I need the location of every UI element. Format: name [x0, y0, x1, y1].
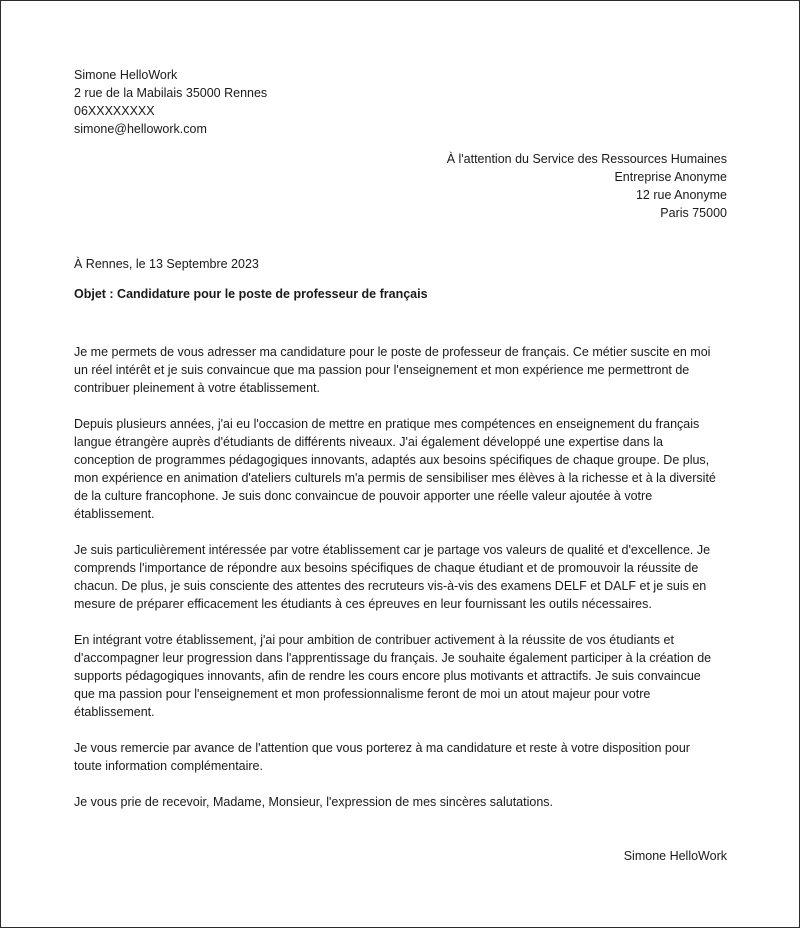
paragraph-motivation — [74, 541, 734, 613]
text-line: langue étrangère auprès d'étudiants de différents niveaux. J'ai également développé une expertise dans la — [74, 435, 663, 449]
text-line: Je vous prie de recevoir, Madame, Monsieur, l'expression de mes sincères salutations. — [74, 795, 554, 809]
recipient-attention: À l'attention du Service des Ressources Humaines — [446, 152, 727, 166]
recipient-street: 12 rue Anonyme — [635, 188, 727, 202]
text-line: de la culture francophone. Je suis donc convaincue de pouvoir apporter une réelle valeur ajoutée à votre — [74, 489, 653, 503]
paragraph-ambition — [74, 631, 734, 721]
text-line: chacun. De plus, je suis consciente des attentes des recruteurs vis-à-vis des examens DELF et DALF et je suis en — [74, 579, 707, 593]
recipient-company: Entreprise Anonyme — [614, 170, 727, 184]
paragraph-thanks — [74, 739, 734, 775]
sender-block — [74, 66, 267, 138]
text-line: supports pédagogiques innovants, afin de rendre les cours encore plus motivants et attractifs. Je suis convaincue — [74, 669, 701, 683]
recipient-city: Paris 75000 — [660, 206, 727, 220]
text-line: contribuer pleinement à votre établissement. — [74, 381, 320, 395]
sender-email: simone@hellowork.com — [74, 122, 207, 136]
subject-line: Objet : Candidature pour le poste de professeur de français — [74, 287, 428, 301]
text-line: toute information complémentaire. — [74, 759, 263, 773]
text-line: En intégrant votre établissement, j'ai pour ambition de contribuer activement à la réussite de vos étudiants et — [74, 633, 674, 647]
text-line: d'accompagner leur progression dans l'apprentissage du français. Je souhaite également participer à la création de — [74, 651, 712, 665]
text-line: mon expérience en animation d'ateliers culturels m'a permis de sensibiliser mes élèves à la richesse et à la diversité — [74, 471, 716, 485]
paragraph-experience — [74, 415, 734, 523]
text-line: comprends l'importance de répondre aux besoins spécifiques de chaque étudiant et de promouvoir la réussite de — [74, 561, 699, 575]
text-line: Depuis plusieurs années, j'ai eu l'occasion de mettre en pratique mes compétences en enseignement du français — [74, 417, 700, 431]
text-line: Je me permets de vous adresser ma candidature pour le poste de professeur de français. Ce métier suscite en moi — [74, 345, 711, 359]
text-line: Je suis particulièrement intéressée par votre établissement car je partage vos valeurs de qualité et d'excellence. Je — [74, 543, 711, 557]
paragraph-intro — [74, 343, 734, 397]
text-line: établissement. — [74, 705, 155, 719]
text-line: mesure de préparer efficacement les étudiants à ces épreuves en leur fournissant les outils nécessaires. — [74, 597, 652, 611]
sender-name: Simone HelloWork — [74, 68, 178, 82]
text-line: un réel intérêt et je suis convaincue que ma passion pour l'enseignement et mon expérience me permettront de — [74, 363, 690, 377]
text-line: établissement. — [74, 507, 155, 521]
signature: Simone HelloWork — [623, 849, 727, 863]
sender-address: 2 rue de la Mabilais 35000 Rennes — [74, 86, 268, 100]
sender-phone: 06XXXXXXXX — [74, 104, 155, 118]
text-line: conception de programmes pédagogiques innovants, adaptés aux besoins spécifiques de chaque groupe. De plus, — [74, 453, 710, 467]
text-line: Je vous remercie par avance de l'attention que vous porterez à ma candidature et reste à votre disposition pour — [74, 741, 690, 755]
letter-body — [74, 343, 734, 829]
date-line: À Rennes, le 13 Septembre 2023 — [74, 257, 259, 271]
recipient-block — [447, 150, 727, 222]
text-line: que ma passion pour l'enseignement et mon professionnalisme feront de moi un atout majeur pour votre — [74, 687, 651, 701]
paragraph-closing — [74, 793, 734, 811]
